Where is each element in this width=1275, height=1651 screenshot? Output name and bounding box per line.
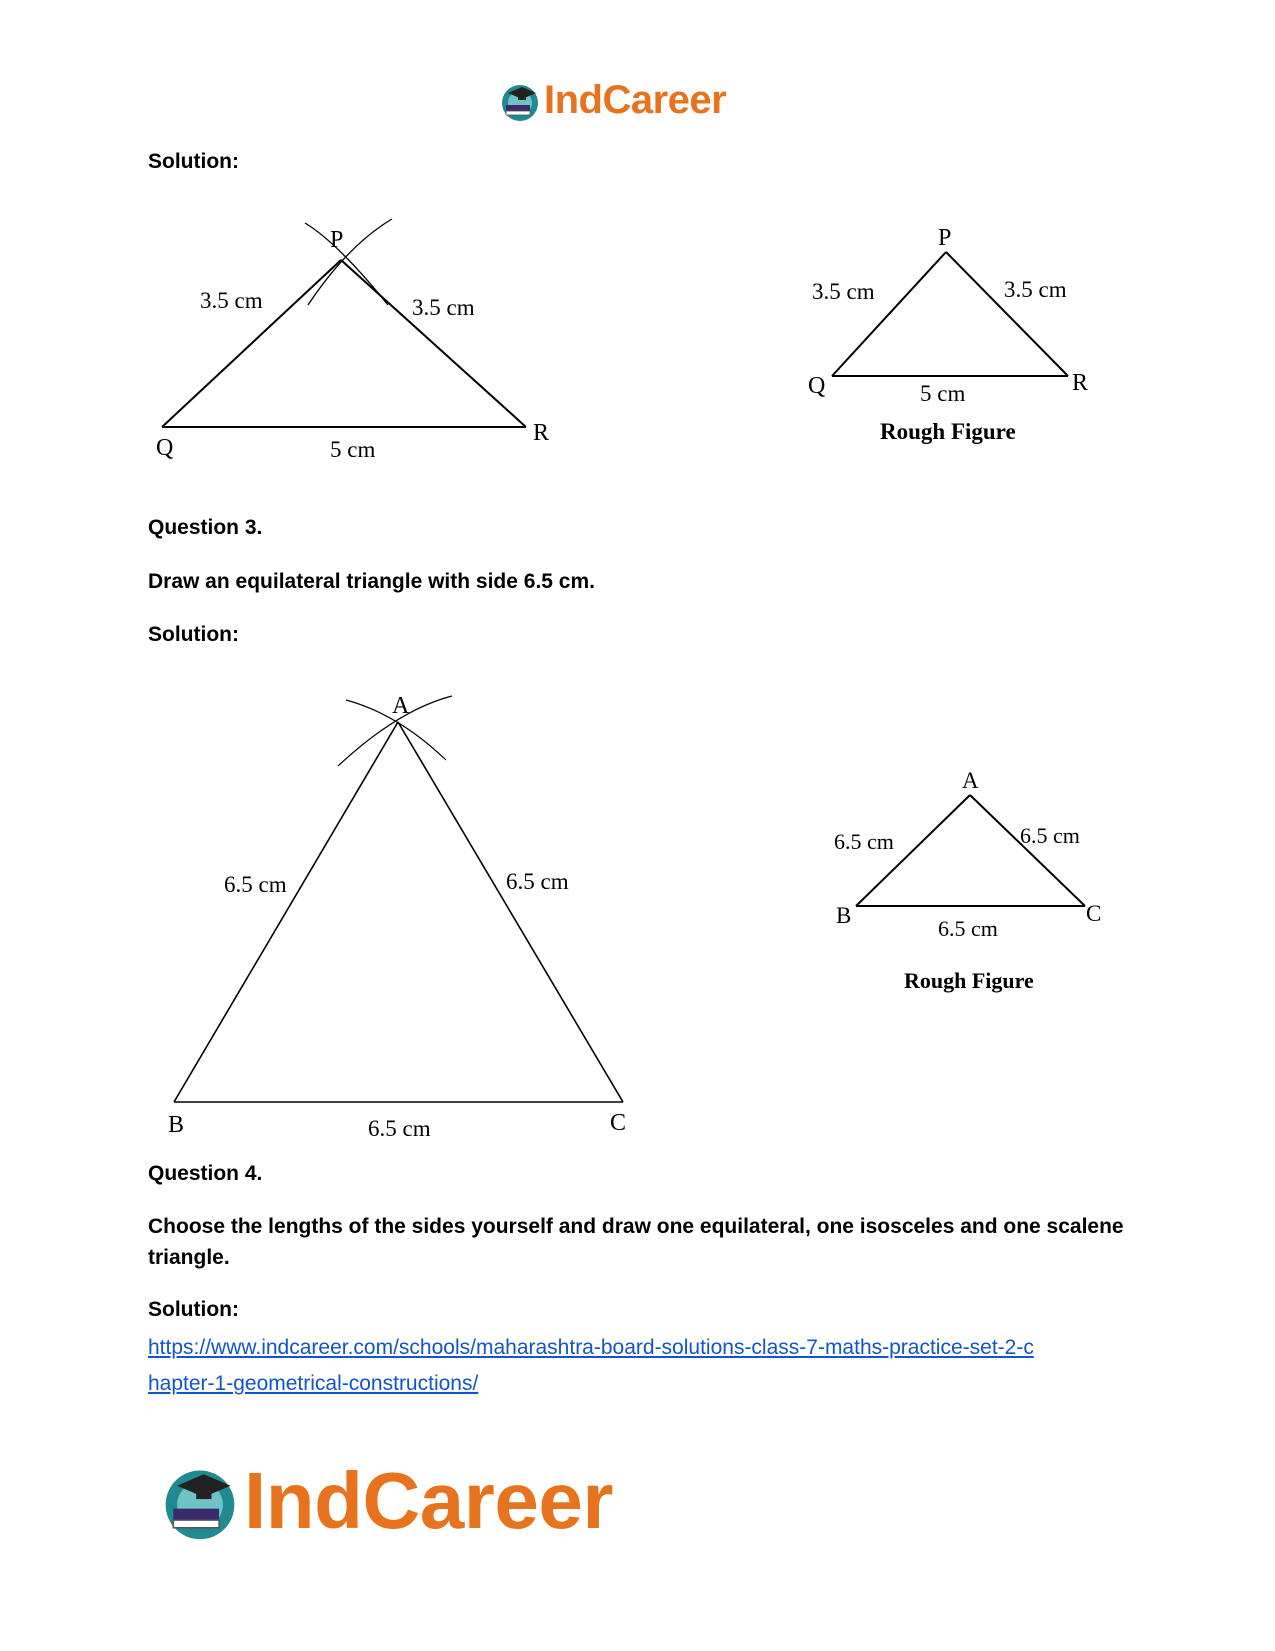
rough-vertex-label-p: P (938, 225, 952, 251)
rough-figure-abc (830, 760, 1130, 1000)
rough-figure-caption-2: Rough Figure (904, 968, 1034, 993)
rough-vertex-label-q: Q (808, 373, 826, 399)
rough-figure-caption: Rough Figure (880, 419, 1016, 444)
question-3-text: Draw an equilateral triangle with side 6.5 cm. (148, 570, 595, 593)
question-3-solution-heading: Solution: (148, 623, 239, 646)
footer-logo-text: IndCareer (244, 1456, 613, 1545)
solution-link-block (148, 1330, 1148, 1402)
construction-figure-abc (148, 680, 668, 1155)
rough-side-label-ac: 6.5 cm (1020, 823, 1080, 848)
solution-link-line-2[interactable]: hapter-1-geometrical-constructions/ (148, 1372, 479, 1395)
vertex-label-q: Q (156, 435, 174, 461)
header-logo (498, 78, 726, 123)
globe-graduation-icon-large (158, 1459, 242, 1543)
side-label-pq: 3.5 cm (200, 288, 263, 313)
footer-logo (158, 1455, 613, 1547)
rough-side-label-pq: 3.5 cm (812, 279, 875, 304)
vertex-label-c: C (610, 1110, 627, 1136)
rough-vertex-label-r: R (1072, 370, 1089, 396)
vertex-label-b: B (168, 1112, 185, 1138)
rough-side-label-pr: 3.5 cm (1004, 277, 1067, 302)
question-3-title: Question 3. (148, 516, 263, 539)
base-label-bc: 6.5 cm (368, 1116, 431, 1141)
side-label-pr: 3.5 cm (412, 295, 475, 320)
rough-base-label-bc: 6.5 cm (938, 916, 998, 941)
vertex-label-a: A (392, 693, 410, 719)
rough-figure-pqr (800, 215, 1120, 460)
solution-heading: Solution: (148, 150, 239, 173)
question-4-solution-heading: Solution: (148, 1298, 239, 1321)
rough-base-label-qr: 5 cm (920, 381, 966, 406)
rough-side-label-ab: 6.5 cm (834, 829, 894, 854)
side-label-ab: 6.5 cm (224, 872, 287, 897)
rough-vertex-label-b: B (836, 903, 852, 928)
rough-vertex-label-a: A (962, 768, 979, 793)
vertex-label-r: R (533, 420, 550, 446)
vertex-label-p: P (330, 227, 344, 253)
question-4-title: Question 4. (148, 1162, 263, 1185)
construction-figure-pqr (148, 205, 568, 475)
rough-vertex-label-c: C (1086, 901, 1102, 926)
base-label-qr: 5 cm (330, 437, 376, 462)
side-label-ac: 6.5 cm (506, 869, 569, 894)
solution-link-line-1[interactable]: https://www.indcareer.com/schools/maharashtra-board-solutions-class-7-maths-practice-set-2-c (148, 1336, 1034, 1359)
globe-graduation-icon (498, 79, 542, 123)
logo-text: IndCareer (544, 78, 727, 122)
question-4-text: Choose the lengths of the sides yourself and draw one equilateral, one isosceles and one scalene triangle. (148, 1215, 1124, 1269)
